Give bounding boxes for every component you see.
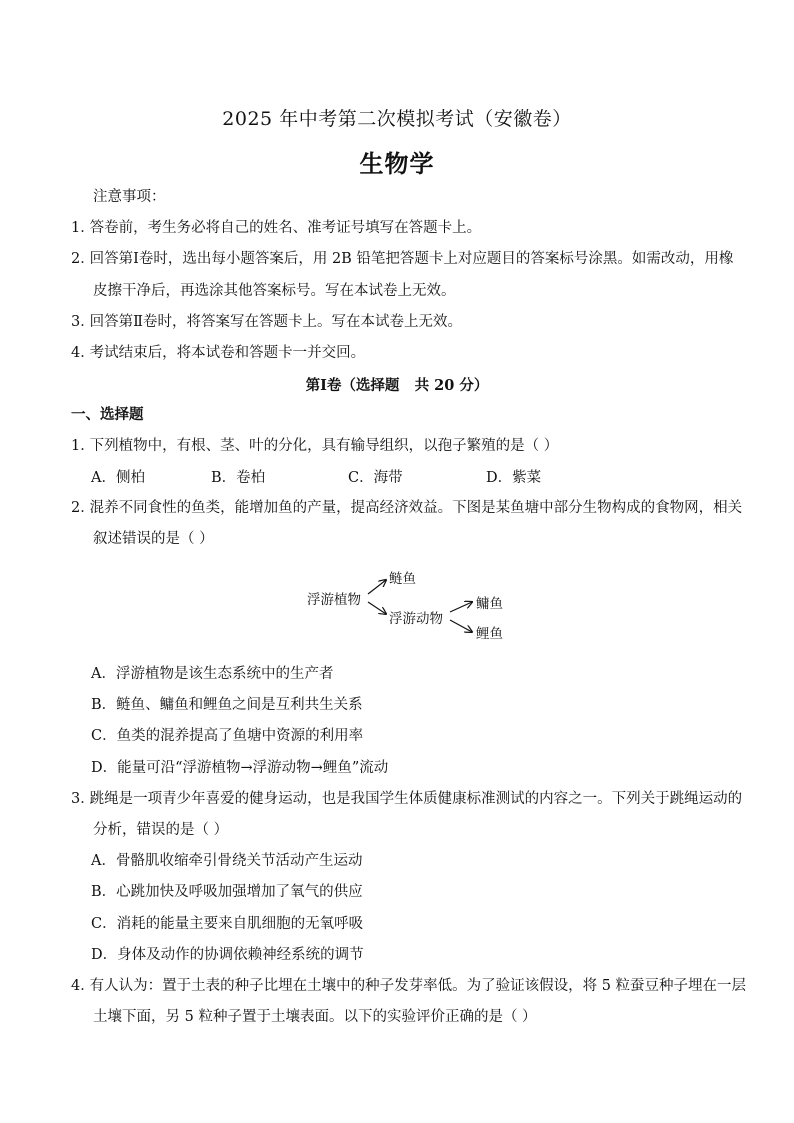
option-d: D．身体及动作的协调依赖神经系统的调节: [91, 947, 364, 963]
option-a: A．侧柏: [91, 470, 145, 486]
notice-item-text: 考试结束后，将本试卷和答题卡一并交回。: [89, 345, 366, 361]
option-c: C．消耗的能量主要来自肌细胞的无氧呼吸: [91, 916, 364, 932]
question-4-cont: 土壤下面，另 5 粒种子置于土壤表面。以下的实验评价正确的是（ ）: [93, 1009, 537, 1025]
question-number: 3．: [71, 791, 95, 807]
notice-item-number: 1．: [71, 220, 95, 236]
question-number: 4．: [71, 978, 95, 994]
node-fish-3: 鲤鱼: [476, 626, 503, 642]
question-stem: 下列植物中，有根、茎、叶的分化，具有输导组织，以孢子繁殖的是（ ）: [89, 438, 559, 454]
option-a: A．浮游植物是该生态系统中的生产者: [91, 666, 334, 682]
question-number: 1．: [71, 438, 95, 454]
notice-item-text: 回答第Ⅱ卷时，将答案写在答题卡上。写在本试卷上无效。: [89, 314, 462, 330]
option-c: C．海带: [348, 470, 403, 486]
notice-item-1: [71, 218, 481, 238]
option-b: B．卷柏: [211, 470, 266, 486]
option-c: C．鱼类的混养提高了鱼塘中资源的利用率: [91, 728, 364, 744]
node-producer: 浮游植物: [307, 592, 361, 608]
question-1: [71, 436, 558, 456]
notice-item-4: [71, 343, 365, 363]
notice-item-text: 回答第Ⅰ卷时，选出每小题答案后，用 2B 铅笔把答题卡上对应题目的答案标号涂黑。如需改动，用橡: [89, 251, 734, 267]
question-3: [71, 789, 742, 809]
question-2-cont: 叙述错误的是（ ）: [93, 531, 214, 547]
question-4: [71, 976, 746, 996]
exam-title: 2025 年中考第二次模拟考试（安徽卷）: [222, 108, 572, 130]
question-number: 2．: [71, 500, 95, 516]
option-d: D．紫菜: [486, 470, 542, 486]
section-title: 第Ⅰ卷（选择题 共 20 分）: [305, 377, 489, 394]
notice-item-3: [71, 312, 462, 332]
subject-title: 生物学: [359, 150, 435, 178]
arrow-producer-to-consumer: [368, 602, 386, 614]
question-stem: 跳绳是一项青少年喜爱的健身运动，也是我国学生体质健康标准测试的内容之一。下列关于跳绳运动的: [89, 791, 743, 807]
option-a: A．骨骼肌收缩牵引骨绕关节活动产生运动: [91, 853, 363, 869]
node-fish-2: 鳙鱼: [476, 596, 503, 612]
question-2: [71, 498, 742, 518]
notice-item-2-cont: 皮擦干净后，再选涂其他答案标号。写在本试卷上无效。: [93, 283, 456, 299]
node-consumer-1: 浮游动物: [389, 611, 443, 627]
notice-item-number: 2．: [71, 251, 95, 267]
arrow-consumer-to-fish-2: [450, 602, 472, 612]
notice-item-number: 3．: [71, 314, 95, 330]
option-b: B．心跳加快及呼吸加强增加了氧气的供应: [91, 884, 363, 900]
arrow-producer-to-fish-1: [368, 580, 386, 594]
arrow-consumer-to-fish-3: [450, 620, 472, 632]
notice-heading: 注意事项：: [93, 189, 166, 205]
option-d: D．能量可沿“浮游植物→浮游动物→鲤鱼”流动: [91, 760, 389, 776]
part-title: 一、选择题: [71, 406, 144, 423]
question-1-options: [91, 466, 611, 486]
notice-item-number: 4．: [71, 345, 95, 361]
node-fish-1: 鲢鱼: [389, 571, 416, 587]
question-stem: 混养不同食性的鱼类，能增加鱼的产量，提高经济效益。下图是某鱼塘中部分生物构成的食物网，相关: [89, 500, 743, 516]
notice-item-2: [71, 249, 733, 269]
question-3-cont: 分析，错误的是（ ）: [93, 822, 229, 838]
food-web-diagram: [300, 562, 520, 650]
option-b: B．鲢鱼、鳙鱼和鲤鱼之间是互利共生关系: [91, 697, 363, 713]
question-stem: 有人认为：置于土表的种子比埋在土壤中的种子发芽率低。为了验证该假设，将 5 粒蚕豆种子埋在一层: [89, 978, 747, 994]
notice-item-text: 答卷前，考生务必将自己的姓名、准考证号填写在答题卡上。: [89, 220, 482, 236]
